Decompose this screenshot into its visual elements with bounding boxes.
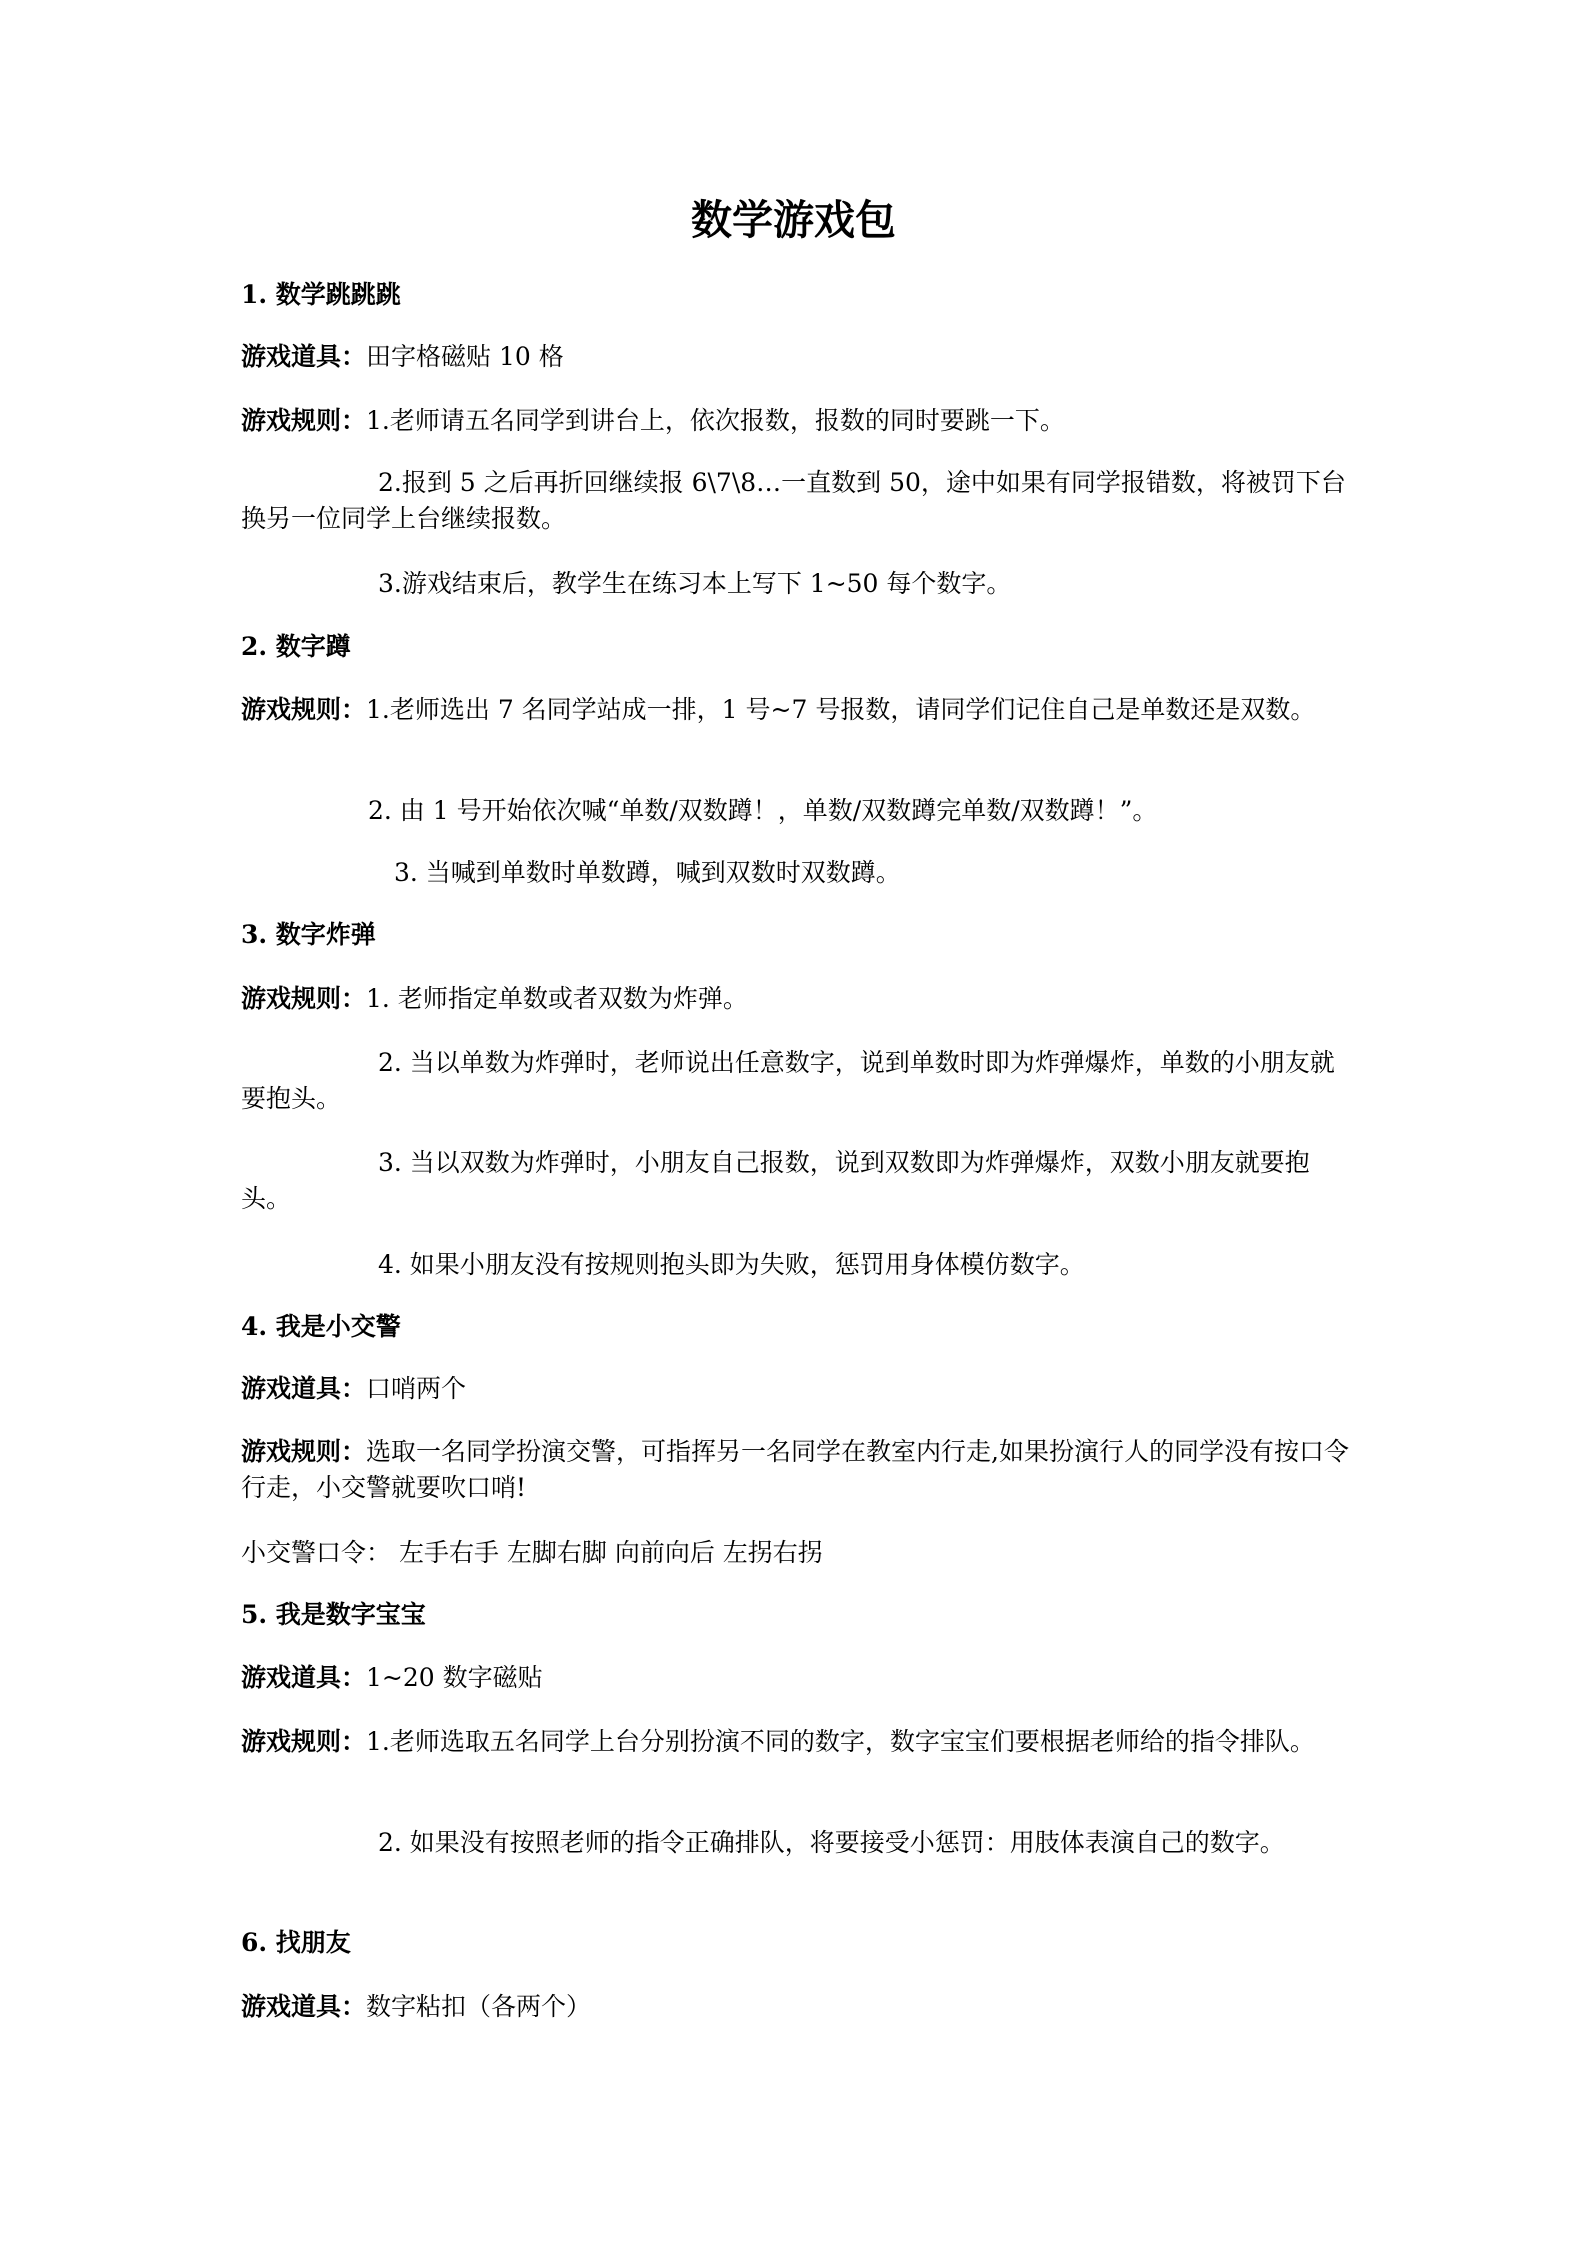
document-title: 数学游戏包 bbox=[691, 196, 896, 244]
props-text: 口哨两个 bbox=[366, 1374, 467, 1403]
section-2-rules bbox=[241, 692, 1353, 728]
section-5-heading: 5. 我是数字宝宝 bbox=[241, 1600, 426, 1629]
props-text: 1~20 数字磁贴 bbox=[366, 1663, 543, 1692]
section-1-heading: 1. 数学跳跳跳 bbox=[241, 280, 401, 309]
section-1-rule-3: 3.游戏结束后，教学生在练习本上写下 1~50 每个数字。 bbox=[378, 569, 1012, 598]
section-4-command-line: 小交警口令： 左手右手 左脚右脚 向前向后 左拐右拐 bbox=[241, 1538, 823, 1567]
props-text: 数字粘扣（各两个） bbox=[366, 1992, 592, 2021]
rules-label: 游戏规则： bbox=[241, 984, 367, 1013]
section-1-rules bbox=[241, 404, 1065, 438]
section-2-rule-3: 3. 当喊到单数时单数蹲，喊到双数时双数蹲。 bbox=[394, 858, 901, 887]
props-label: 游戏道具： bbox=[241, 1992, 367, 2021]
section-6-props bbox=[241, 1990, 591, 2024]
rule-1: 1.老师选取五名同学上台分别扮演不同的数字，数字宝宝们要根据老师给的指令排队。 bbox=[366, 1727, 1315, 1756]
rule-1: 1.老师请五名同学到讲台上，依次报数，报数的同时要跳一下。 bbox=[366, 406, 1065, 435]
rule-1: 1. 老师指定单数或者双数为炸弹。 bbox=[366, 984, 748, 1013]
rules-label: 游戏规则： bbox=[241, 695, 367, 724]
section-3-rules bbox=[241, 982, 748, 1016]
section-3-rule-4: 4. 如果小朋友没有按规则抱头即为失败，惩罚用身体模仿数字。 bbox=[378, 1250, 1085, 1279]
section-5-rules bbox=[241, 1724, 1353, 1760]
props-label: 游戏道具： bbox=[241, 1663, 367, 1692]
props-label: 游戏道具： bbox=[241, 342, 367, 371]
section-6-heading: 6. 找朋友 bbox=[241, 1928, 351, 1957]
section-3-rule-3: 3. 当以双数为炸弹时，小朋友自己报数，说到双数即为炸弹爆炸，双数小朋友就要抱头。 bbox=[241, 1148, 1310, 1213]
section-4-heading: 4. 我是小交警 bbox=[241, 1312, 401, 1341]
section-5-rule-2: 2. 如果没有按照老师的指令正确排队，将要接受小惩罚：用肢体表演自己的数字。 bbox=[378, 1828, 1285, 1857]
rule-1: 1.老师选出 7 名同学站成一排，1 号~7 号报数，请同学们记住自己是单数还是双数。 bbox=[366, 695, 1316, 724]
section-2-heading: 2. 数字蹲 bbox=[241, 632, 351, 661]
rules-text: 选取一名同学扮演交警，可指挥另一名同学在教室内行走,如果扮演行人的同学没有按口令行走，小交警就要吹口哨! bbox=[241, 1437, 1349, 1502]
section-1-props bbox=[241, 340, 564, 374]
props-text: 田字格磁贴 10 格 bbox=[366, 342, 564, 371]
section-2-rule-2: 2. 由 1 号开始依次喊“单数/双数蹲！，单数/双数蹲完单数/双数蹲！”。 bbox=[368, 796, 1158, 825]
rules-label: 游戏规则： bbox=[241, 1437, 367, 1466]
section-4-rules bbox=[241, 1434, 1353, 1506]
section-1-rule-2: 2.报到 5 之后再折回继续报 6\7\8…一直数到 50，途中如果有同学报错数，将被罚下台换另一位同学上台继续报数。 bbox=[241, 468, 1346, 533]
section-3-rule-2: 2. 当以单数为炸弹时，老师说出任意数字，说到单数时即为炸弹爆炸，单数的小朋友就要抱头。 bbox=[241, 1048, 1335, 1113]
section-3-heading: 3. 数字炸弹 bbox=[241, 920, 376, 949]
props-label: 游戏道具： bbox=[241, 1374, 367, 1403]
section-4-props bbox=[241, 1372, 466, 1406]
section-5-props bbox=[241, 1661, 543, 1695]
rules-label: 游戏规则： bbox=[241, 406, 367, 435]
rules-label: 游戏规则： bbox=[241, 1727, 367, 1756]
